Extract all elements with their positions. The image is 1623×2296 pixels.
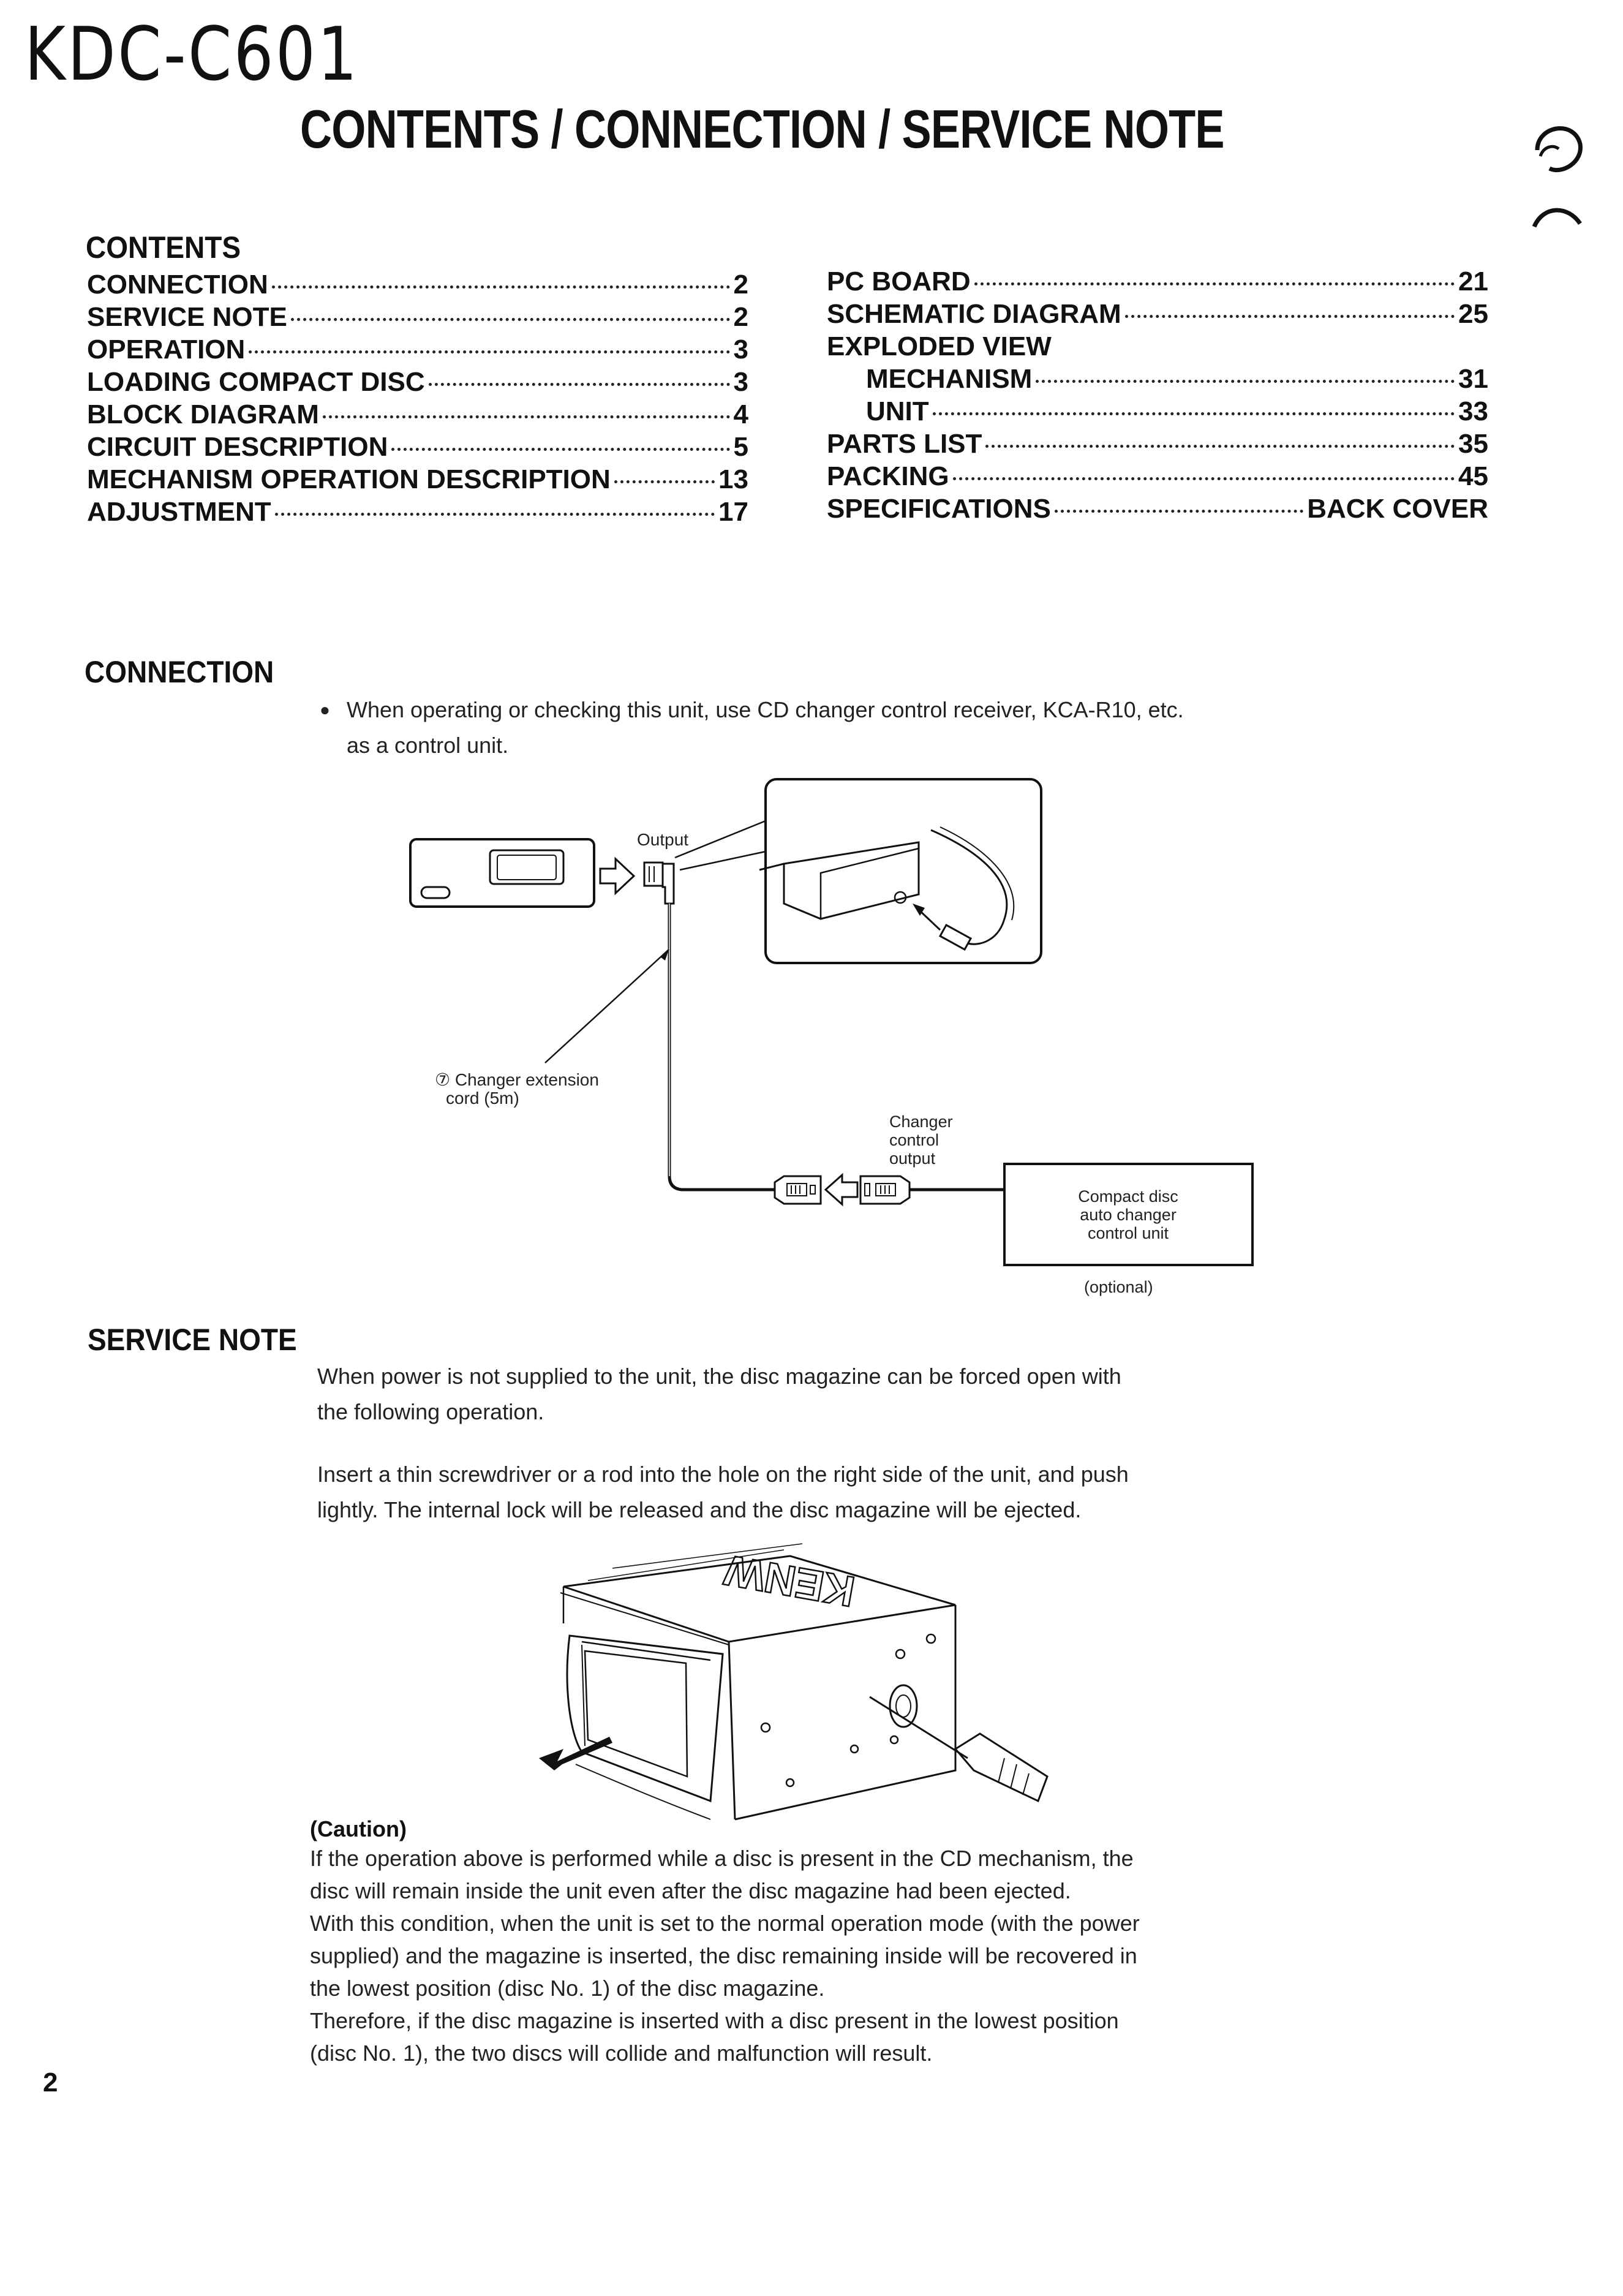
page-number: 2 bbox=[43, 2068, 58, 2098]
contents-heading: CONTENTS bbox=[86, 230, 241, 265]
brand-logo: KENW bbox=[721, 1546, 859, 1616]
toc-page: 35 bbox=[1458, 429, 1488, 459]
toc-page: 33 bbox=[1458, 396, 1488, 426]
toc-label: SERVICE NOTE bbox=[87, 302, 287, 332]
model-number: KDC-C601 bbox=[24, 12, 360, 97]
service-note-para2-line2: lightly. The internal lock will be released and the disc magazine will be ejected. bbox=[317, 1497, 1082, 1522]
changer-label-line3: output bbox=[889, 1149, 936, 1168]
toc-leader bbox=[614, 480, 715, 483]
toc-page: 2 bbox=[733, 270, 748, 300]
toc-leader bbox=[323, 415, 730, 418]
toc-page: 31 bbox=[1458, 364, 1488, 394]
toc-label: SCHEMATIC DIAGRAM bbox=[827, 299, 1121, 329]
toc-entry[interactable] bbox=[87, 302, 748, 334]
toc-label: SPECIFICATIONS bbox=[827, 494, 1051, 524]
toc-label: CONNECTION bbox=[87, 270, 268, 300]
toc-leader bbox=[974, 282, 1455, 285]
binder-hole-marks bbox=[1525, 113, 1586, 248]
toc-label: PACKING bbox=[827, 461, 949, 491]
toc-entry[interactable] bbox=[87, 367, 748, 399]
output-label: Output bbox=[637, 830, 689, 849]
toc-label: OPERATION bbox=[87, 334, 246, 364]
toc-entry[interactable] bbox=[827, 396, 1488, 429]
toc-entry[interactable] bbox=[87, 464, 748, 497]
caution-title: (Caution) bbox=[310, 1816, 407, 1841]
connection-diagram bbox=[392, 778, 1274, 1311]
caution-line: (disc No. 1), the two discs will collide and malfunction will result. bbox=[310, 2041, 933, 2066]
toc-leader bbox=[985, 445, 1455, 448]
toc-entry[interactable] bbox=[827, 494, 1488, 526]
rear-view-detail bbox=[759, 779, 1041, 963]
toc-page: BACK COVER bbox=[1307, 494, 1488, 524]
connection-heading: CONNECTION bbox=[85, 655, 274, 689]
toc-leader bbox=[391, 448, 729, 451]
toc-leader bbox=[249, 350, 729, 353]
caution-line: supplied) and the magazine is inserted, the disc remaining inside will be recovered in bbox=[310, 1943, 1137, 1968]
toc-label: UNIT bbox=[866, 396, 929, 426]
toc-entry[interactable] bbox=[827, 266, 1488, 299]
toc-leader bbox=[953, 477, 1455, 480]
toc-label: BLOCK DIAGRAM bbox=[87, 399, 319, 429]
toc-entry[interactable] bbox=[827, 461, 1488, 494]
toc-entry[interactable] bbox=[87, 432, 748, 464]
service-note-para2 bbox=[317, 1457, 1129, 1528]
toc-page: 5 bbox=[733, 432, 748, 462]
toc-page: 17 bbox=[718, 497, 748, 527]
toc-leader bbox=[272, 285, 730, 289]
toc-label: CIRCUIT DESCRIPTION bbox=[87, 432, 388, 462]
toc-label: ADJUSTMENT bbox=[87, 497, 271, 527]
toc-page: 3 bbox=[733, 367, 748, 397]
service-note-para1 bbox=[317, 1359, 1121, 1430]
toc-left-column bbox=[87, 270, 748, 529]
toc-leader bbox=[1125, 315, 1455, 318]
toc-entry bbox=[827, 331, 1488, 364]
toc-leader bbox=[275, 513, 715, 516]
output-plug-icon bbox=[644, 863, 674, 904]
toc-label: PC BOARD bbox=[827, 266, 971, 296]
toc-leader bbox=[933, 412, 1455, 415]
receiver-unit-icon bbox=[410, 839, 594, 907]
toc-entry[interactable] bbox=[87, 399, 748, 432]
page-title: CONTENTS / CONNECTION / SERVICE NOTE bbox=[300, 99, 1224, 159]
toc-leader bbox=[1055, 510, 1303, 513]
toc-leader bbox=[291, 318, 730, 321]
connection-note bbox=[347, 692, 1184, 763]
toc-page: 25 bbox=[1458, 299, 1488, 329]
arrow-right-icon bbox=[600, 859, 634, 893]
cord-label-line2: cord (5m) bbox=[446, 1089, 519, 1108]
toc-label: MECHANISM bbox=[866, 364, 1033, 394]
changer-label-line1: Changer bbox=[889, 1112, 953, 1131]
toc-entry[interactable] bbox=[827, 429, 1488, 461]
toc-leader bbox=[1036, 380, 1455, 383]
extension-cord bbox=[669, 904, 775, 1190]
toc-right-column bbox=[827, 266, 1488, 526]
caution-line: disc will remain inside the unit even after the disc magazine had been ejected. bbox=[310, 1878, 1071, 1903]
caution-line: Therefore, if the disc magazine is inserted with a disc present in the lowest position bbox=[310, 2008, 1119, 2033]
connection-note-line1: ● When operating or checking this unit, use CD changer control receiver, KCA-R10, etc. bbox=[347, 697, 1184, 722]
service-note-heading: SERVICE NOTE bbox=[88, 1323, 297, 1357]
caution-block bbox=[310, 1816, 1265, 2069]
connection-note-line2: as a control unit. bbox=[347, 733, 509, 758]
service-illustration bbox=[527, 1531, 1066, 1838]
toc-page: 2 bbox=[733, 302, 748, 332]
toc-label: LOADING COMPACT DISC bbox=[87, 367, 425, 397]
toc-entry[interactable] bbox=[827, 364, 1488, 396]
caution-line: If the operation above is performed while a disc is present in the CD mechanism, the bbox=[310, 1846, 1134, 1871]
changer-output-connector-icon bbox=[860, 1176, 1004, 1204]
caution-text bbox=[310, 1842, 1265, 2069]
caution-line: the lowest position (disc No. 1) of the disc magazine. bbox=[310, 1976, 825, 2001]
changer-label-line2: control bbox=[889, 1131, 940, 1149]
toc-label: EXPLODED VIEW bbox=[827, 331, 1052, 361]
toc-entry[interactable] bbox=[87, 497, 748, 529]
toc-page: 13 bbox=[718, 464, 748, 494]
cord-connector-icon bbox=[775, 1176, 821, 1204]
service-note-para2-line1: Insert a thin screwdriver or a rod into the hole on the right side of the unit, and push bbox=[317, 1462, 1129, 1487]
toc-label: PARTS LIST bbox=[827, 429, 982, 459]
toc-page: 21 bbox=[1458, 266, 1488, 296]
unit-label-line3: control unit bbox=[1087, 1224, 1169, 1242]
caution-line: With this condition, when the unit is set to the normal operation mode (with the power bbox=[310, 1911, 1140, 1936]
toc-page: 45 bbox=[1458, 461, 1488, 491]
unit-label-line2: auto changer bbox=[1080, 1206, 1177, 1224]
cord-label-line1: ⑦ Changer extension bbox=[435, 1070, 599, 1089]
toc-entry[interactable] bbox=[827, 299, 1488, 331]
toc-page: 4 bbox=[733, 399, 748, 429]
toc-entry[interactable] bbox=[87, 270, 748, 302]
toc-label: MECHANISM OPERATION DESCRIPTION bbox=[87, 464, 611, 494]
unit-label-line1: Compact disc bbox=[1078, 1187, 1178, 1206]
toc-page: 3 bbox=[733, 334, 748, 364]
service-note-para1-line2: the following operation. bbox=[317, 1399, 544, 1424]
service-note-para1-line1: When power is not supplied to the unit, the disc magazine can be forced open with bbox=[317, 1364, 1121, 1389]
toc-entry[interactable] bbox=[87, 334, 748, 367]
control-unit-box bbox=[1004, 1164, 1252, 1265]
optional-label: (optional) bbox=[1084, 1278, 1153, 1296]
toc-leader bbox=[429, 383, 730, 386]
arrow-left-icon bbox=[826, 1175, 857, 1204]
